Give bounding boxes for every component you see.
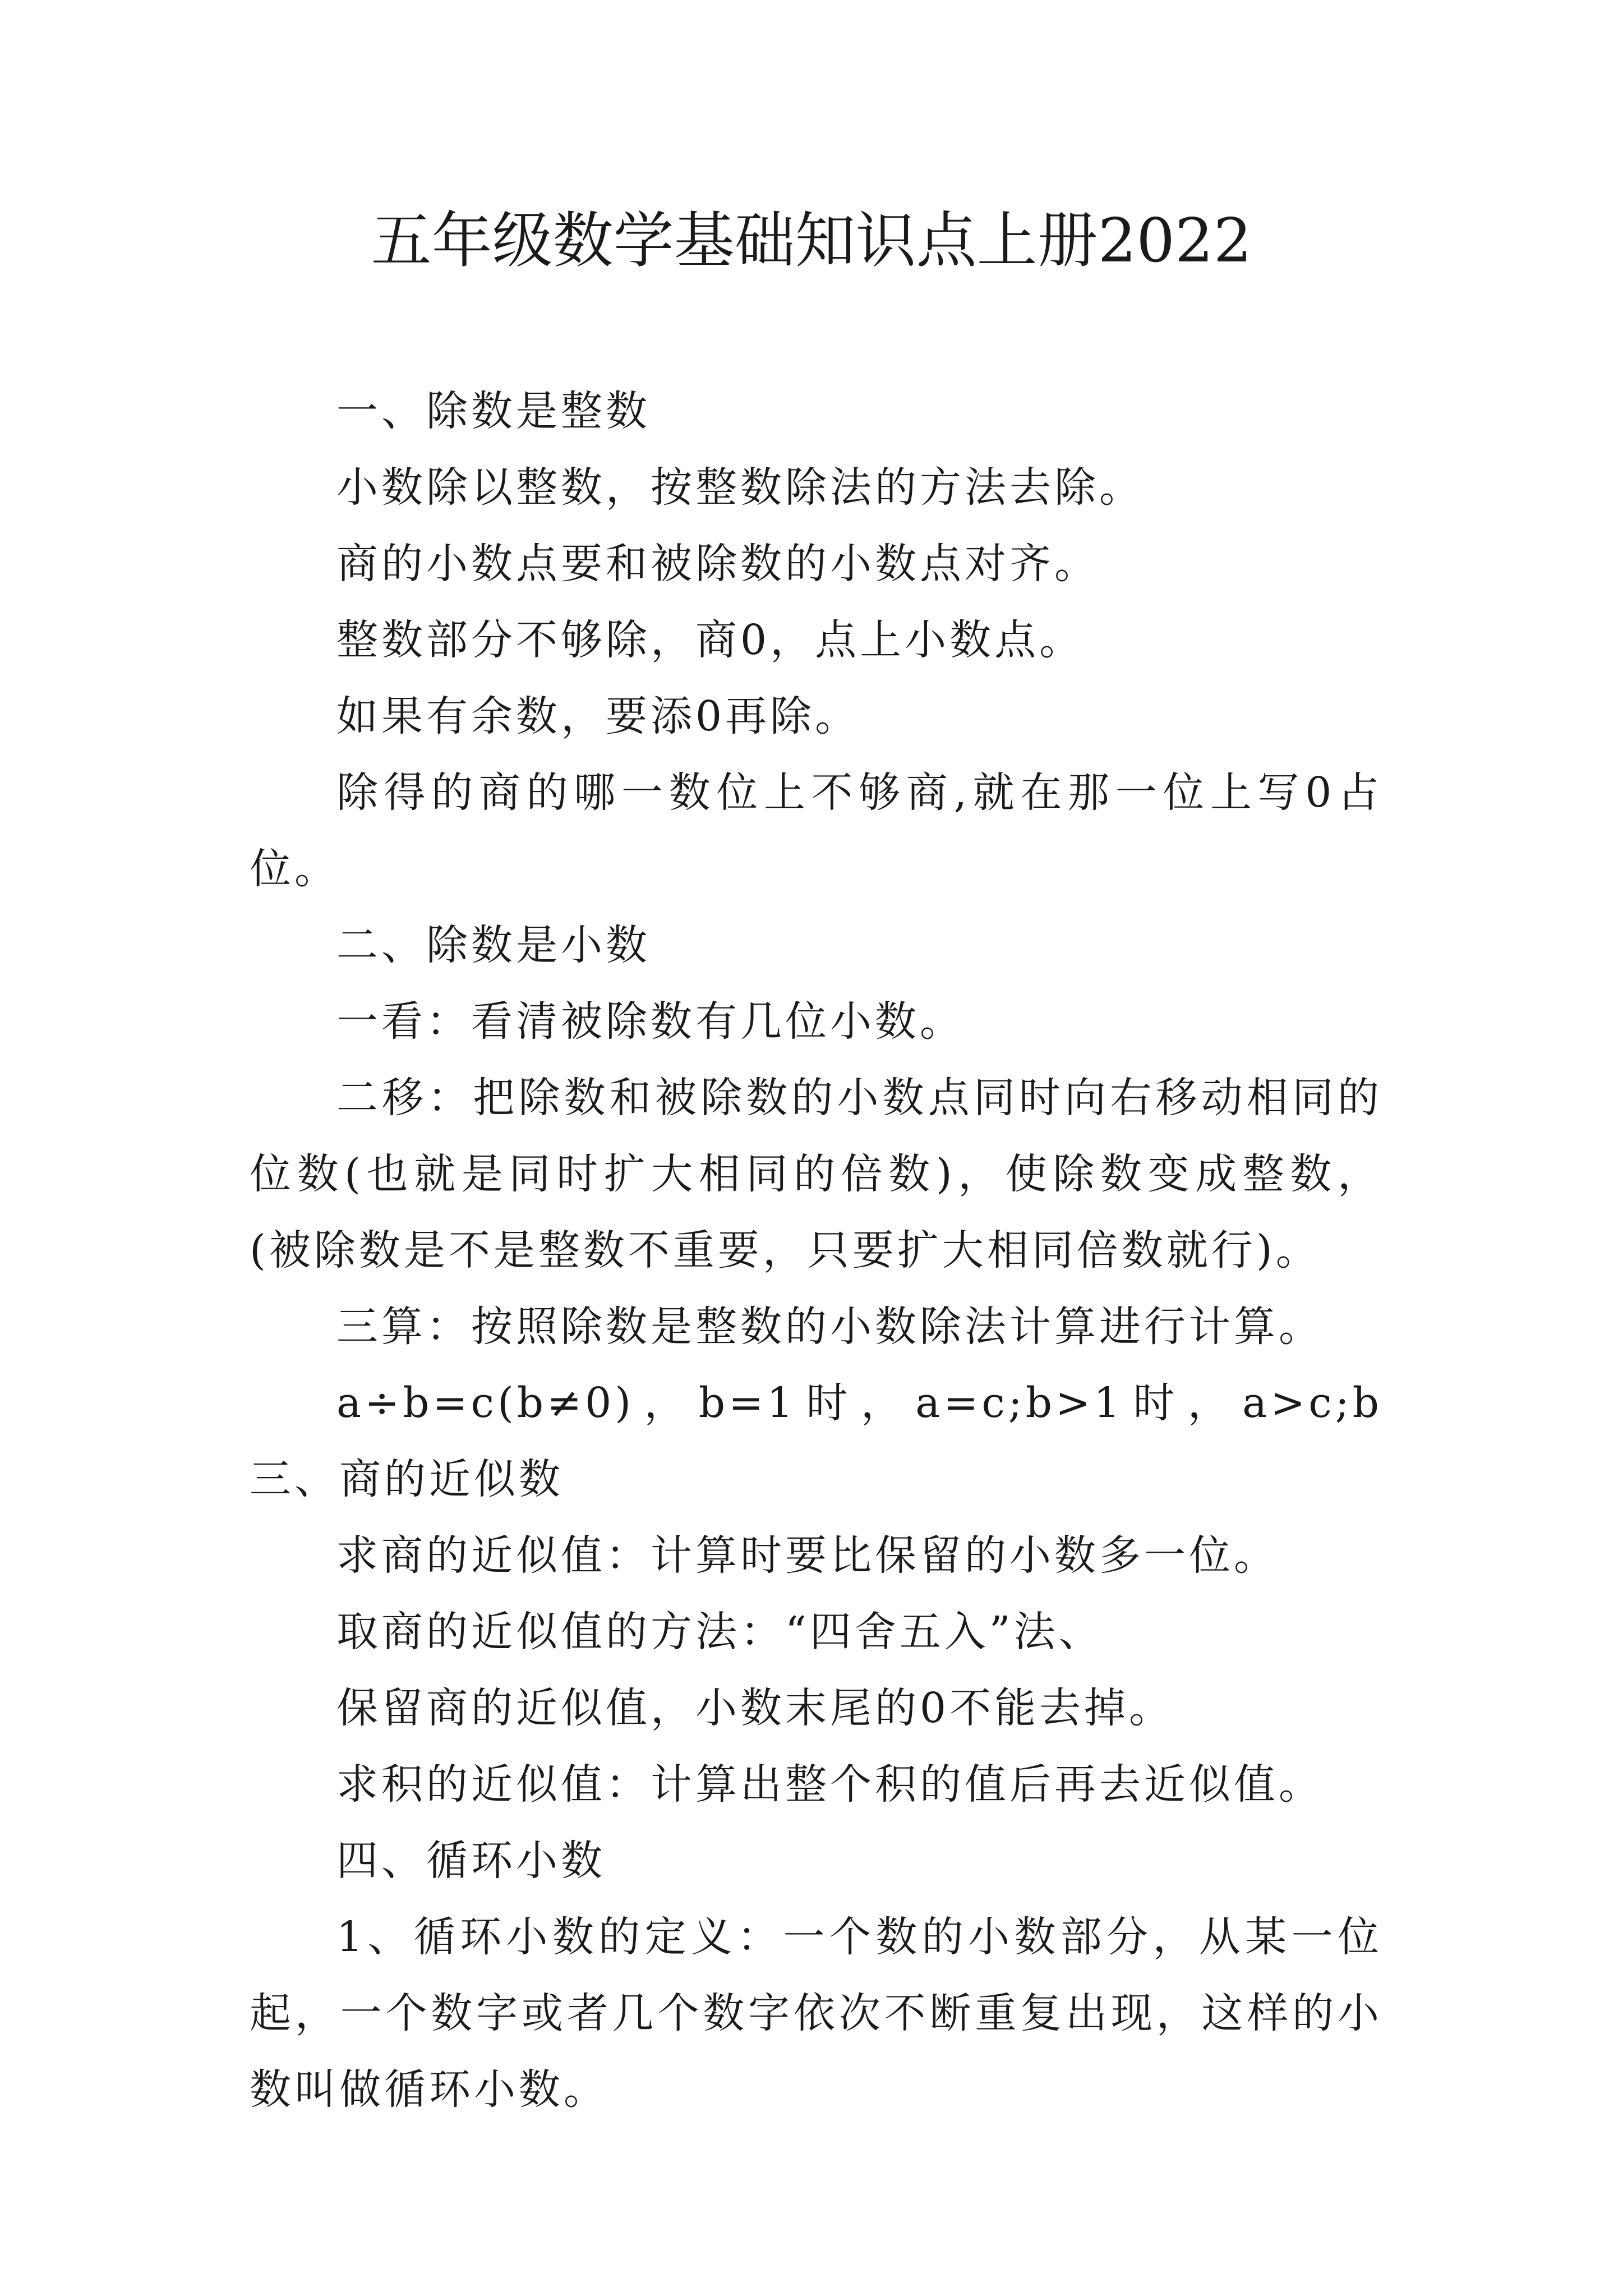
paragraph: 求积的近似值：计算出整个积的值后再去近似值。 [336,1760,1324,1809]
paragraph: 如果有余数，要添0再除。 [336,692,860,740]
paragraph: 商的小数点要和被除数的小数点对齐。 [336,540,1099,588]
document-body [250,373,1489,2128]
paragraph: 整数部分不够除，商0，点上小数点。 [336,616,1085,664]
paragraph: 除得的商的哪一数位上不够商,就在那一位上写0占位。 [250,769,1382,893]
paragraph: 取商的近似值的方法：“四舍五入”法、 [336,1608,1104,1656]
document-title: 五年级数学基础知识点上册2022 [371,206,1252,276]
paragraph: 一看：看清被除数有几位小数。 [336,997,965,1046]
paragraph: 1、循环小数的定义：一个数的小数部分，从某一位起，一个数字或者几个数字依次不断重复出现，这样的小数叫做循环小数。 [250,1913,1382,2114]
section-heading-divisor-decimal: 二、除数是小数 [336,921,651,969]
paragraph: 求商的近似值：计算时要比保留的小数多一位。 [336,1531,1279,1580]
paragraph-with-section-heading-approximation: a÷b=c(b≠0)，b=1时，a=c;b>1时，a>c;b 三、商的近似数 [250,1379,1489,1503]
section-heading-repeating-decimal: 四、循环小数 [336,1837,606,1885]
paragraph: 二移：把除数和被除数的小数点同时向右移动相同的位数(也就是同时扩大相同的倍数)，使除数变成整数，(被除数是不是整数不重要，只要扩大相同倍数就行)。 [250,1074,1382,1274]
paragraph: 小数除以整数，按整数除法的方法去除。 [336,463,1144,512]
section-heading-divisor-integer: 一、除数是整数 [336,387,651,435]
paragraph: 保留商的近似值，小数末尾的0不能去掉。 [336,1684,1174,1732]
paragraph: 三算：按照除数是整数的小数除法计算进行计算。 [336,1303,1324,1351]
